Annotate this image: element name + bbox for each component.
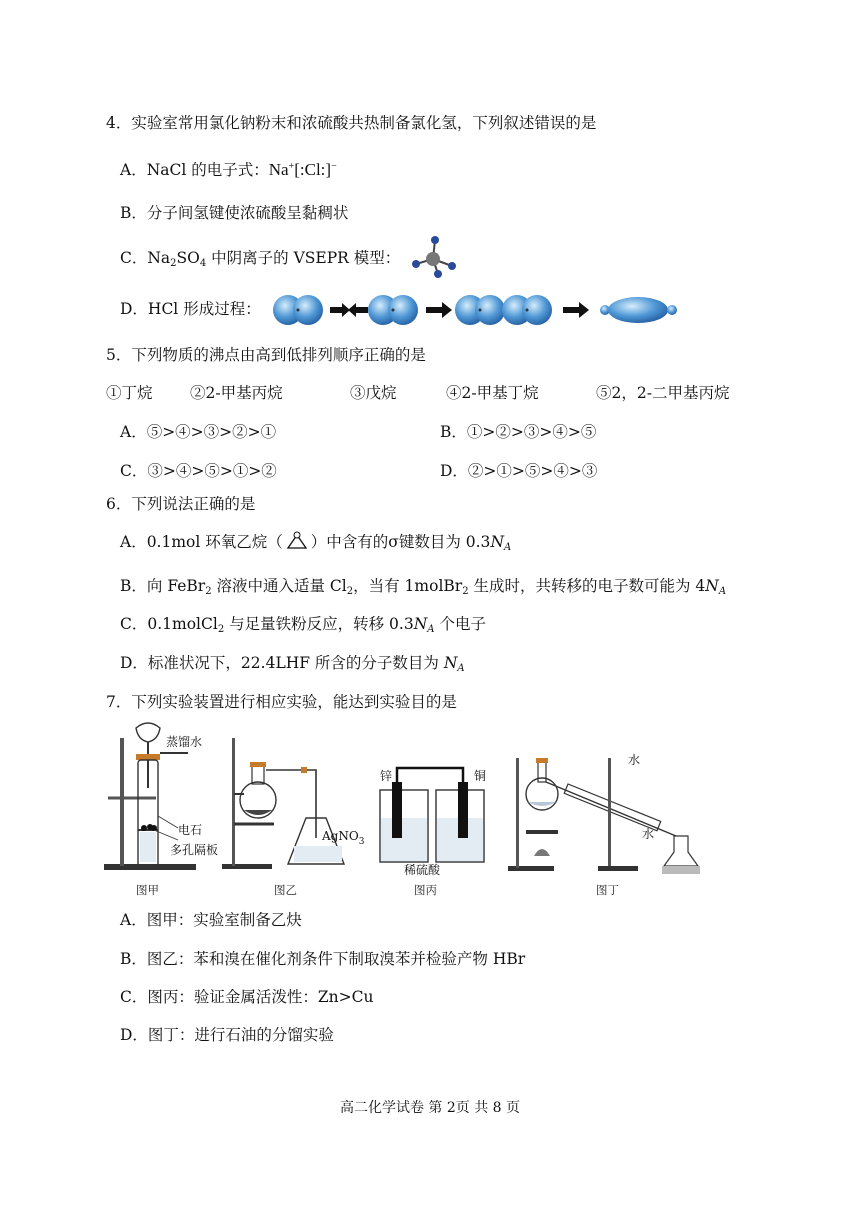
label-copper: 铜	[474, 769, 487, 783]
label-water-in: 水	[628, 753, 641, 767]
q6-a-post: ）中含有的σ键数目为 0.3	[310, 533, 491, 551]
caption-jia: 图甲	[136, 883, 159, 897]
q5-stem: 5．下列物质的沸点由高到低排列顺序正确的是	[106, 346, 426, 364]
apparatus-ding	[508, 752, 700, 897]
q6-c-post: 与足量铁粉反应，转移 0.3	[224, 615, 414, 633]
q5-option-d: D．②>①>⑤>④>③	[440, 462, 598, 480]
lab-apparatus-figure	[98, 718, 708, 900]
q6-c-na: N	[413, 615, 428, 633]
q4-option-b: B．分子间氢键使浓硫酸呈黏稠状	[120, 204, 349, 222]
q5-item-5: ⑤2，2-二甲基丙烷	[596, 384, 730, 402]
q6-a-pre: A．0.1mol 环氧乙烷（	[120, 533, 283, 551]
q4-c-suffix: 中阴离子的 VSEPR 模型：	[206, 249, 401, 267]
q6-b-mid2: ，当有 1molBr	[353, 577, 463, 595]
q6-d-pre: D．标准状况下，22.4LHF 所含的分子数目为	[120, 654, 444, 672]
q5-option-a: A．⑤>④>③>②>①	[120, 423, 277, 441]
q6-option-c	[120, 614, 486, 640]
q4-a-cl: [:Cl:]	[294, 160, 332, 179]
apparatus-bing	[380, 768, 486, 897]
q4-c-prefix: C．Na	[120, 249, 171, 267]
caption-ding: 图丁	[596, 883, 619, 897]
q5-option-b: B．①>②>③>④>⑤	[440, 423, 597, 441]
q5-item-1: ①丁烷	[106, 384, 153, 402]
agno3-sub: 3	[358, 837, 365, 847]
q6-b-sub3: 2	[462, 586, 469, 597]
q6-b-na-sub: A	[718, 586, 727, 597]
q6-c-pre: C．0.1molCl	[120, 615, 218, 633]
q6-c-na-sub: A	[427, 624, 435, 635]
q6-c-end: 个电子	[434, 615, 486, 633]
hcl-formation-diagram	[270, 290, 690, 330]
caption-yi: 图乙	[274, 883, 297, 897]
q6-b-sub2: 2	[346, 586, 354, 597]
q6-option-a	[120, 531, 511, 558]
q6-option-b	[120, 576, 726, 602]
apparatus-jia	[104, 723, 218, 897]
q4-a-minus: −	[331, 161, 337, 172]
q4-c-so: SO	[176, 249, 200, 267]
q7-option-d: D．图丁：进行石油的分馏实验	[120, 1026, 334, 1044]
page-footer: 高二化学试卷 第 2页 共 8 页	[339, 1100, 521, 1116]
q6-c-sub: 2	[217, 624, 225, 635]
q6-a-na-sub: A	[504, 542, 512, 553]
epoxide-icon	[283, 531, 311, 551]
q6-d-na-sub: A	[457, 663, 465, 674]
label-water-out: 水	[642, 827, 655, 841]
apparatus-yi	[222, 738, 365, 897]
q7-option-b: B．图乙：苯和溴在催化剂条件下制取溴苯并检验产物 HBr	[120, 950, 526, 968]
q4-a-prefix: A．NaCl 的电子式：	[120, 161, 269, 179]
q6-d-na: N	[443, 654, 458, 672]
q4-option-c	[120, 248, 400, 274]
caption-bing: 图丙	[414, 883, 437, 897]
q5-item-4: ④2-甲基丁烷	[446, 384, 539, 402]
q4-c-sub2: 2	[170, 258, 177, 269]
label-porous-plate: 多孔隔板	[170, 843, 219, 857]
q7-option-a: A．图甲：实验室制备乙炔	[120, 911, 302, 929]
label-distilled-water: 蒸馏水	[166, 735, 203, 749]
q6-b-pre: B．向 FeBr	[120, 577, 206, 595]
q7-option-c: C．图丙：验证金属活泼性：Zn>Cu	[120, 988, 374, 1006]
q6-b-na: N	[705, 577, 719, 595]
label-dilute-sulfuric-acid: 稀硫酸	[404, 863, 441, 877]
q4-c-sub4: 4	[199, 258, 207, 269]
q6-a-na: N	[490, 533, 504, 551]
label-calcium-carbide: 电石	[178, 823, 203, 837]
q4-stem: 4．实验室常用氯化钠粉末和浓硫酸共热制备氯化氢，下列叙述错误的是	[106, 114, 597, 132]
q4-option-d: D．HCl 形成过程：	[120, 300, 261, 318]
q6-b-post: 生成时，共转移的电子数可能为 4	[468, 577, 706, 595]
q4-a-plus: +	[288, 161, 295, 172]
label-zinc: 锌	[380, 769, 393, 783]
q5-item-2: ②2-甲基丙烷	[190, 384, 283, 402]
q4-a-na: Na	[268, 160, 289, 179]
q4-option-a	[120, 157, 337, 180]
q6-b-mid: 溶液中通入适量 Cl	[211, 577, 347, 595]
q5-item-3: ③戊烷	[350, 384, 397, 402]
q6-b-sub: 2	[205, 586, 212, 597]
q5-option-c: C．③>④>⑤>①>②	[120, 462, 277, 480]
q6-stem: 6．下列说法正确的是	[106, 495, 256, 513]
q6-option-d	[120, 653, 465, 679]
agno3-text: AgNO	[322, 829, 359, 843]
q7-stem: 7．下列实验装置进行相应实验，能达到实验目的是	[106, 693, 457, 711]
vsepr-tetrahedron-image	[410, 234, 460, 280]
label-agno3	[321, 829, 365, 847]
